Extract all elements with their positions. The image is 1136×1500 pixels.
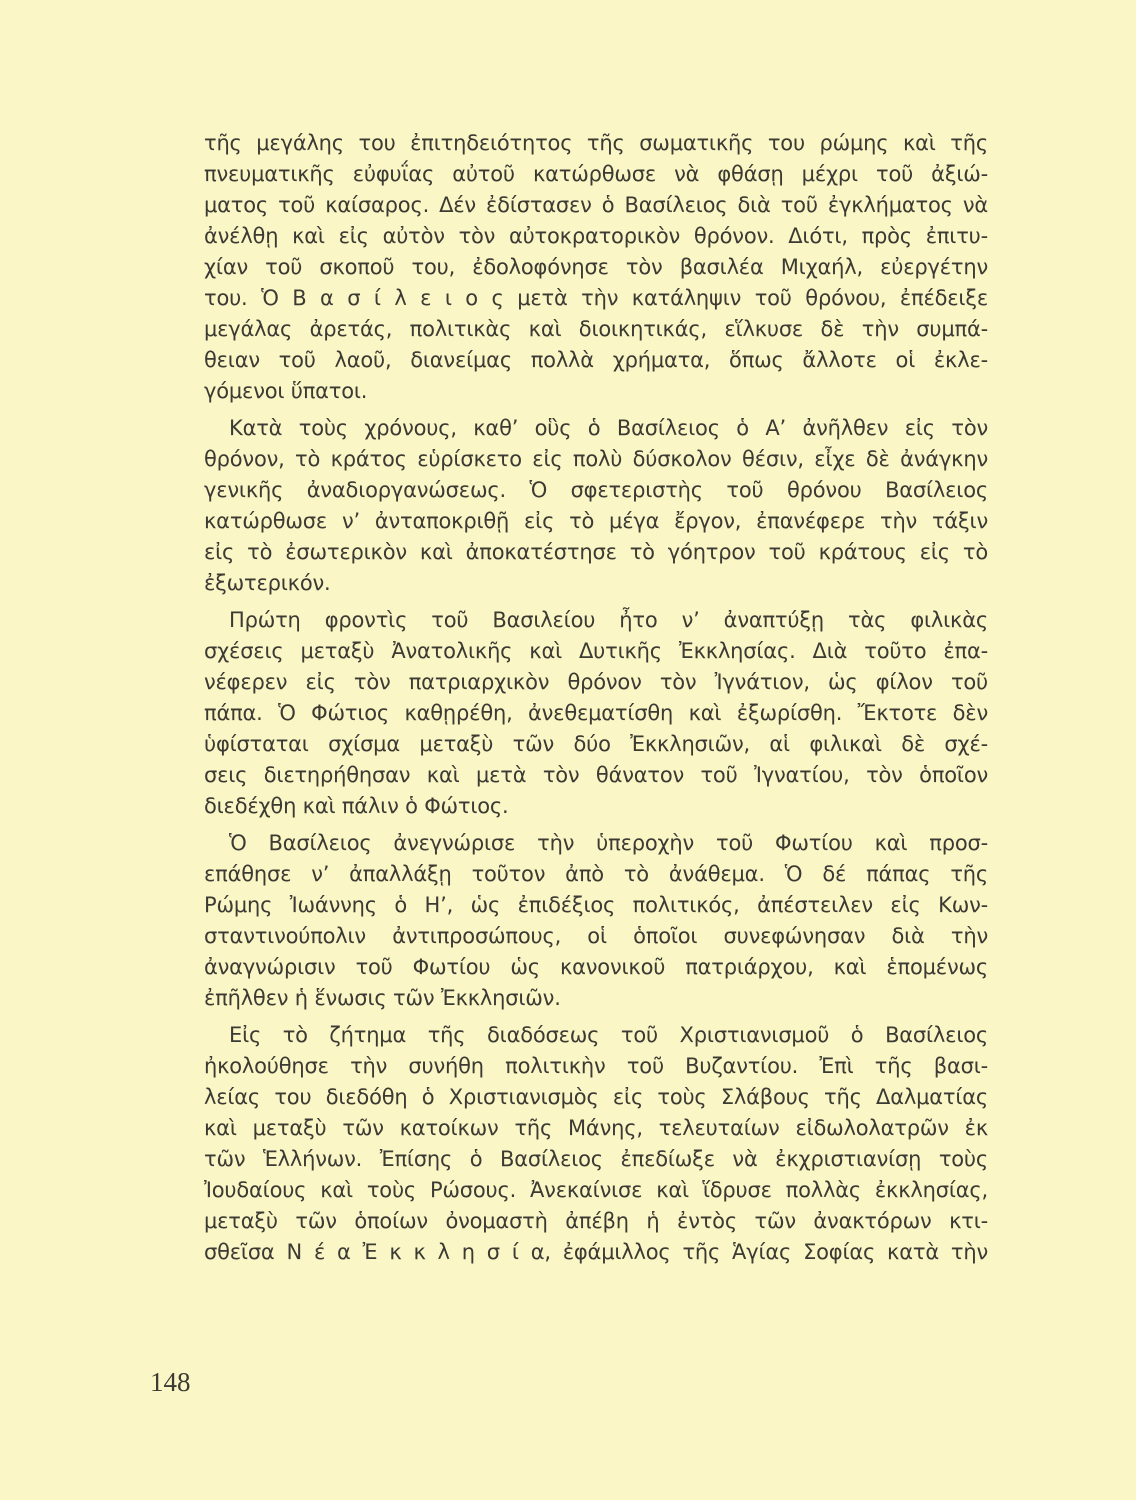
text-line: μεγάλας ἀρετάς, πολιτικὰς καὶ διοικητικάς, εἵλκυσε δὲ τὴν συμπά- <box>204 317 988 341</box>
text-line: Κατὰ τοὺς χρόνους, καθ’ οὓς ὁ Βασίλειος ὁ Α’ ἀνῆλθεν εἰς τὸν <box>229 416 988 440</box>
text-line: ὑφίσταται σχίσμα μεταξὺ τῶν δύο Ἐκκλησιῶν, αἱ φιλικαὶ δὲ σχέ- <box>204 732 988 756</box>
paragraph <box>204 128 988 407</box>
text-line: ἀνέλθῃ καὶ εἰς αὐτὸν τὸν αὐτοκρατορικὸν θρόνον. Διότι, πρὸς ἐπιτυ- <box>204 224 988 248</box>
text-line: λείας του διεδόθη ὁ Χριστιανισμὸς εἰς τοὺς Σλάβους τῆς Δαλματίας <box>204 1085 988 1109</box>
text-line: Ἰουδαίους καὶ τοὺς Ρώσους. Ἀνεκαίνισε καὶ ἵδρυσε πολλὰς ἐκκλησίας, <box>204 1178 988 1202</box>
body-text <box>204 128 988 1274</box>
text-line: σεις διετηρήθησαν καὶ μετὰ τὸν θάνατον τοῦ Ἰγνατίου, τὸν ὁποῖον <box>204 763 988 787</box>
text-line: διεδέχθη καὶ πάλιν ὁ Φώτιος. <box>204 794 509 818</box>
text-line: μεταξὺ τῶν ὁποίων ὀνομαστὴ ἀπέβη ἡ ἐντὸς τῶν ἀνακτόρων κτι- <box>204 1209 988 1233</box>
text-line: ἐπῆλθεν ἡ ἕνωσις τῶν Ἐκκλησιῶν. <box>204 986 561 1010</box>
text-line: κατώρθωσε ν’ ἀνταποκριθῇ εἰς τὸ μέγα ἔργον, ἐπανέφερε τὴν τάξιν <box>204 509 988 533</box>
text-line: καὶ μεταξὺ τῶν κατοίκων τῆς Μάνης, τελευταίων εἰδωλολατρῶν ἐκ <box>204 1116 988 1140</box>
text-line: νέφερεν εἰς τὸν πατριαρχικὸν θρόνον τὸν Ἰγνάτιον, ὡς φίλον τοῦ <box>204 670 988 694</box>
text-line: χίαν τοῦ σκοποῦ του, ἐδολοφόνησε τὸν βασιλέα Μιχαήλ, εὐεργέτην <box>204 255 988 279</box>
text-line: ἐξωτερικόν. <box>204 571 331 595</box>
text-line: Εἰς τὸ ζήτημα τῆς διαδόσεως τοῦ Χριστιανισμοῦ ὁ Βασίλειος <box>229 1023 988 1047</box>
text-line: τῶν Ἑλλήνων. Ἐπίσης ὁ Βασίλειος ἐπεδίωξε νὰ ἐκχριστιανίσῃ τοὺς <box>204 1147 988 1171</box>
text-line: ἠκολούθησε τὴν συνήθη πολιτικὴν τοῦ Βυζαντίου. Ἐπὶ τῆς βασι- <box>204 1054 988 1078</box>
paragraph <box>204 1020 988 1268</box>
text-line: ἀναγνώρισιν τοῦ Φωτίου ὡς κανονικοῦ πατριάρχου, καὶ ἑπομένως <box>204 955 988 979</box>
text-line: θρόνον, τὸ κράτος εὑρίσκετο εἰς πολὺ δύσκολον θέσιν, εἶχε δὲ ἀνάγκην <box>204 447 988 471</box>
text-line: εἰς τὸ ἐσωτερικὸν καὶ ἀποκατέστησε τὸ γόητρον τοῦ κράτους εἰς τὸ <box>204 540 988 564</box>
paragraph <box>204 605 988 822</box>
text-line: ματος τοῦ καίσαρος. Δέν ἐδίστασεν ὁ Βασίλειος διὰ τοῦ ἐγκλήματος νὰ <box>204 193 988 217</box>
text-line: θειαν τοῦ λαοῦ, διανείμας πολλὰ χρήματα, ὅπως ἄλλοτε οἱ ἐκλε- <box>204 348 988 372</box>
text-line: Ρώμης Ἰωάννης ὁ Η’, ὡς ἐπιδέξιος πολιτικός, ἀπέστειλεν εἰς Κων- <box>204 893 988 917</box>
paragraph <box>204 413 988 599</box>
text-line: σθεῖσα Ν έ α Ἐ κ κ λ η σ ί α, ἐφάμιλλος τῆς Ἁγίας Σοφίας κατὰ τὴν <box>204 1240 988 1264</box>
text-line: τῆς μεγάλης του ἐπιτηδειότητος τῆς σωματικῆς του ρώμης καὶ τῆς <box>204 131 988 155</box>
text-line: Πρώτη φροντὶς τοῦ Βασιλείου ἦτο ν’ ἀναπτύξῃ τὰς φιλικὰς <box>229 608 988 632</box>
paragraph <box>204 828 988 1014</box>
text-line: σταντινούπολιν ἀντιπροσώπους, οἱ ὁποῖοι συνεφώνησαν διὰ τὴν <box>204 924 988 948</box>
text-line: Ὁ Βασίλειος ἀνεγνώρισε τὴν ὑπεροχὴν τοῦ Φωτίου καὶ προσ- <box>229 831 988 855</box>
text-line: πνευματικῆς εὐφυΐας αὐτοῦ κατώρθωσε νὰ φθάσῃ μέχρι τοῦ ἀξιώ- <box>204 162 988 186</box>
text-line: γόμενοι ὕπατοι. <box>204 379 368 403</box>
text-line: γενικῆς ἀναδιοργανώσεως. Ὁ σφετεριστὴς τοῦ θρόνου Βασίλειος <box>204 478 988 502</box>
text-line: του. Ὁ Β α σ ί λ ε ι ο ς μετὰ τὴν κατάληψιν τοῦ θρόνου, ἐπέδειξε <box>204 286 988 310</box>
text-line: πάπα. Ὁ Φώτιος καθῃρέθη, ἀνεθεματίσθη καὶ ἐξωρίσθη. Ἔκτοτε δὲν <box>204 701 988 725</box>
text-line: επάθησε ν’ ἀπαλλάξῃ τοῦτον ἀπὸ τὸ ἀνάθεμα. Ὁ δέ πάπας τῆς <box>204 862 988 886</box>
text-line: σχέσεις μεταξὺ Ἀνατολικῆς καὶ Δυτικῆς Ἐκκλησίας. Διὰ τοῦτο ἐπα- <box>204 639 988 663</box>
page-number: 148 <box>150 1367 191 1397</box>
